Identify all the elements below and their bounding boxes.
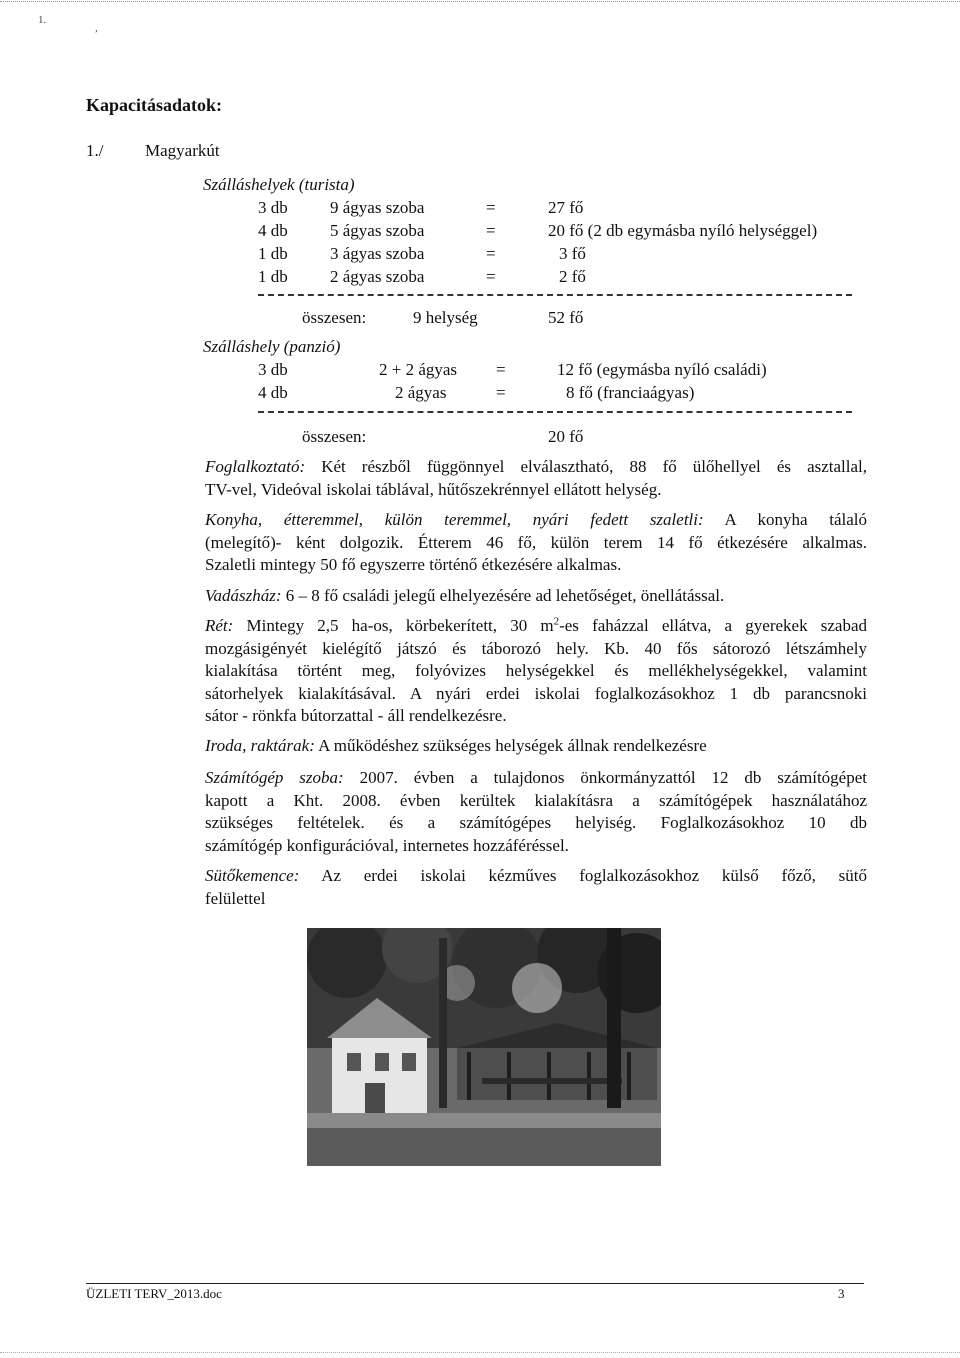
row-room: 2 ágyas <box>395 383 447 402</box>
row-count: 4 db <box>258 383 288 402</box>
ret-paragraph <box>205 615 867 728</box>
paragraph-text: 6 – 8 fő családi jelegű elhelyezésére ad lehetőséget, önellátással. <box>285 586 725 605</box>
paragraph-label: Rét: <box>205 616 234 635</box>
scan-mark: 1. <box>38 14 47 26</box>
paragraph-text: mozgásigényét kielégítő játszó és táborozó hely. Kb. 40 fős sátorozó létszámhely <box>205 638 867 658</box>
row-room: 5 ágyas szoba <box>330 221 425 240</box>
turista-total-people: 52 fő <box>548 308 584 327</box>
panzio-title: Szálláshely (panzió) <box>203 337 341 356</box>
row-result: 20 fő (2 db egymásba nyíló helységgel) <box>548 221 818 240</box>
row-result: 8 fő (franciaágyas) <box>566 383 695 402</box>
row-equals: = <box>496 360 506 379</box>
paragraph-label: Sütőkemence: <box>205 866 300 885</box>
paragraph-text: -es faházzal ellátva, a gyerekek szabad <box>559 616 867 635</box>
paragraph-text: A konyha tálaló <box>724 510 868 529</box>
paragraph-label: Konyha, étteremmel, külön teremmel, nyári fedett szaletli: <box>205 510 704 529</box>
paragraph-text: Szaletli mintegy 50 fő egyszerre történő étkezésére alkalmas. <box>205 555 622 574</box>
superscript: 2 <box>553 615 560 628</box>
row-room: 3 ágyas szoba <box>330 244 425 263</box>
footer-rule <box>86 1283 864 1284</box>
row-equals: = <box>496 383 506 402</box>
dashed-divider <box>258 294 852 296</box>
row-count: 3 db <box>258 198 288 217</box>
scan-edge-bottom <box>0 1352 960 1353</box>
iroda-paragraph <box>205 735 867 758</box>
row-count: 1 db <box>258 267 288 286</box>
vadaszhaz-paragraph <box>205 585 867 608</box>
paragraph-text: 2007. évben a tulajdonos önkormányzattól 12 db számítógépet <box>359 768 867 787</box>
footer-filename: ÜZLETI TERV_2013.doc <box>86 1286 222 1301</box>
panzio-total-label: összesen: <box>302 427 367 446</box>
row-room: 9 ágyas szoba <box>330 198 425 217</box>
paragraph-text: kialakítása történt meg, folyóvizes helységekkel és mellékhelységekkel, valamint <box>205 661 867 680</box>
szamitogep-paragraph <box>205 767 867 857</box>
sutokemence-paragraph <box>205 865 867 910</box>
row-equals: = <box>486 198 496 217</box>
turista-title: Szálláshelyek (turista) <box>203 175 355 194</box>
scan-edge-top <box>0 1 960 2</box>
row-count: 1 db <box>258 244 288 263</box>
building-photo <box>307 928 661 1166</box>
paragraph-text: számítógép konfigurációval, internetes hozzáféréssel. <box>205 835 569 855</box>
paragraph-text: TV-vel, Videóval iskolai táblával, hűtőszekrénnyel ellátott helység. <box>205 479 662 499</box>
page-number: 3 <box>838 1286 845 1301</box>
paragraph-text: Két részből függönnyel elválasztható, 88 fő ülőhellyel és asztallal, <box>321 457 868 476</box>
row-count: 4 db <box>258 221 288 240</box>
dashed-divider <box>258 411 852 413</box>
scan-mark: , <box>95 22 98 34</box>
paragraph-text: (melegítő)- ként dolgozik. Étterem 46 fő, külön terem 14 fő étkezésére alkalmas. <box>205 532 867 552</box>
paragraph-text: A működéshez szükséges helységek állnak rendelkezésre <box>318 736 707 755</box>
row-room: 2 + 2 ágyas <box>379 360 458 379</box>
row-equals: = <box>486 221 496 240</box>
row-equals: = <box>486 244 496 263</box>
turista-total-label: összesen: <box>302 308 367 327</box>
section-name: Magyarkút <box>145 141 220 160</box>
paragraph-text: sátor - rönkfa bútorzattal - áll rendelkezésre. <box>205 706 507 725</box>
row-result: 2 fő <box>559 267 586 286</box>
konyha-paragraph <box>205 509 867 577</box>
paragraph-label: Foglalkoztató: <box>205 457 306 476</box>
foglalkoztato-paragraph <box>205 456 867 501</box>
paragraph-text: Mintegy 2,5 ha-os, körbekerített, 30 m <box>246 616 554 635</box>
paragraph-label: Számítógép szoba: <box>205 768 344 787</box>
paragraph-text: felülettel <box>205 888 266 908</box>
row-result: 12 fő (egymásba nyíló családi) <box>557 360 767 379</box>
paragraph-text: kapott a Kht. 2008. évben kerültek kialakításra a számítógépek használatához <box>205 790 867 810</box>
turista-total-rooms: 9 helység <box>413 308 478 327</box>
paragraph-label: Iroda, raktárak: <box>205 736 315 755</box>
paragraph-text: szükséges feltételek. és a számítógépes helyiség. Foglalkozásokhoz 10 db <box>205 813 867 832</box>
row-result: 3 fő <box>559 244 586 263</box>
row-equals: = <box>486 267 496 286</box>
page-heading: Kapacitásadatok: <box>86 95 223 115</box>
panzio-total-people: 20 fő <box>548 427 584 446</box>
paragraph-text: sátorhelyek kialakításával. A nyári erdei iskolai foglalkozásokhoz 1 db parancsnoki <box>205 683 867 703</box>
paragraph-label: Vadászház: <box>205 586 282 605</box>
section-number: 1./ <box>86 141 104 160</box>
row-room: 2 ágyas szoba <box>330 267 425 286</box>
row-count: 3 db <box>258 360 288 379</box>
paragraph-text: Az erdei iskolai kézműves foglalkozásokhoz külső főző, sütő <box>321 866 867 885</box>
row-result: 27 fő <box>548 198 584 217</box>
